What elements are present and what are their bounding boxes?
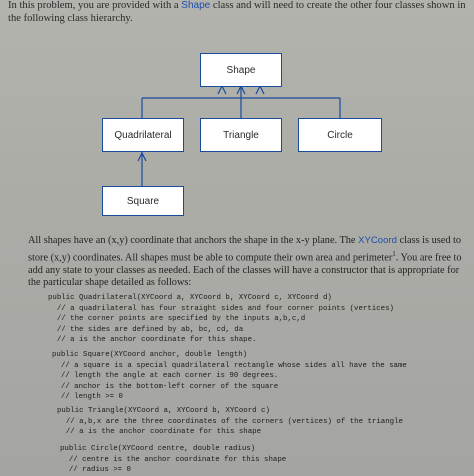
circle-node-label: Circle [327, 129, 353, 141]
square-node [102, 186, 184, 216]
quadrilateral-node [102, 118, 184, 152]
arrow-head-1 [218, 86, 226, 94]
code-line: // a,b,x are the three coordinates of the corners (vertices) of the triangle [57, 417, 403, 426]
triangle-node-label: Triangle [223, 129, 259, 141]
description-paragraph [28, 235, 462, 290]
triangle-node [200, 118, 282, 152]
hierarchy-connectors [0, 0, 474, 230]
code-line: public Triangle(XYCoord a, XYCoord b, XYCoord c) [57, 407, 270, 415]
intro-text-before: In this problem, you are provided with a [8, 0, 182, 11]
shape-class-name: Shape [181, 0, 211, 11]
arrow-head-3 [256, 86, 264, 94]
code-line: // anchor is the bottom-left corner of the square [52, 382, 279, 391]
xycoord-class-name: XYCoord [358, 235, 397, 246]
description-text-3: . You are free to add any state to your classes as needed. Each of the classes will have a constructor that is appropriate for the particular shape detailed as follows: [28, 252, 462, 289]
code-line: // a is the anchor coordinate for this shape [57, 428, 262, 437]
shape-node-label: Shape [226, 64, 256, 76]
square-node-label: Square [126, 195, 160, 207]
description-text-1: All shapes have an (x,y) coordinate that anchors the shape in the x-y plane. The [28, 235, 359, 246]
code-line: // a quadrilateral has four straight sides and four corner points (vertices) [48, 304, 394, 313]
circle-node [298, 118, 382, 152]
code-line: public Circle(XYCoord centre, double radius) [60, 445, 256, 453]
footnote-marker: 1 [392, 249, 396, 258]
code-line: // length the angle at each corner is 90 degrees. [52, 372, 279, 381]
code-line: // a is the anchor coordinate for this shape. [48, 336, 257, 345]
quadrilateral-node-label: Quadrilateral [114, 129, 172, 141]
code-line: public Quadrilateral(XYCoord a, XYCoord b, XYCoord c, XYCoord d) [48, 294, 332, 302]
code-line: public Square(XYCoord anchor, double length) [52, 351, 248, 359]
code-line: // radius >= 0 [60, 466, 131, 475]
intro-text-after: class and will need to create the other four classes shown in the following class hierarchy. [8, 0, 466, 24]
description-text-2: class is used to store (x,y) coordinates. All shapes must be able to compute their own area and perimeter [28, 235, 462, 264]
code-line: // the sides are defined by ab, bc, cd, da [48, 325, 244, 334]
code-line: // centre is the anchor coordinate for this shape [60, 455, 287, 464]
code-line: // length >= 0 [52, 393, 123, 402]
class-hierarchy-diagram [0, 0, 474, 230]
code-line: // a square is a special quadrilateral rectangle whose sides all have the same [52, 361, 407, 370]
shape-node [200, 53, 282, 87]
code-line: // the corner points are specified by the inputs a,b,c,d [48, 315, 306, 324]
